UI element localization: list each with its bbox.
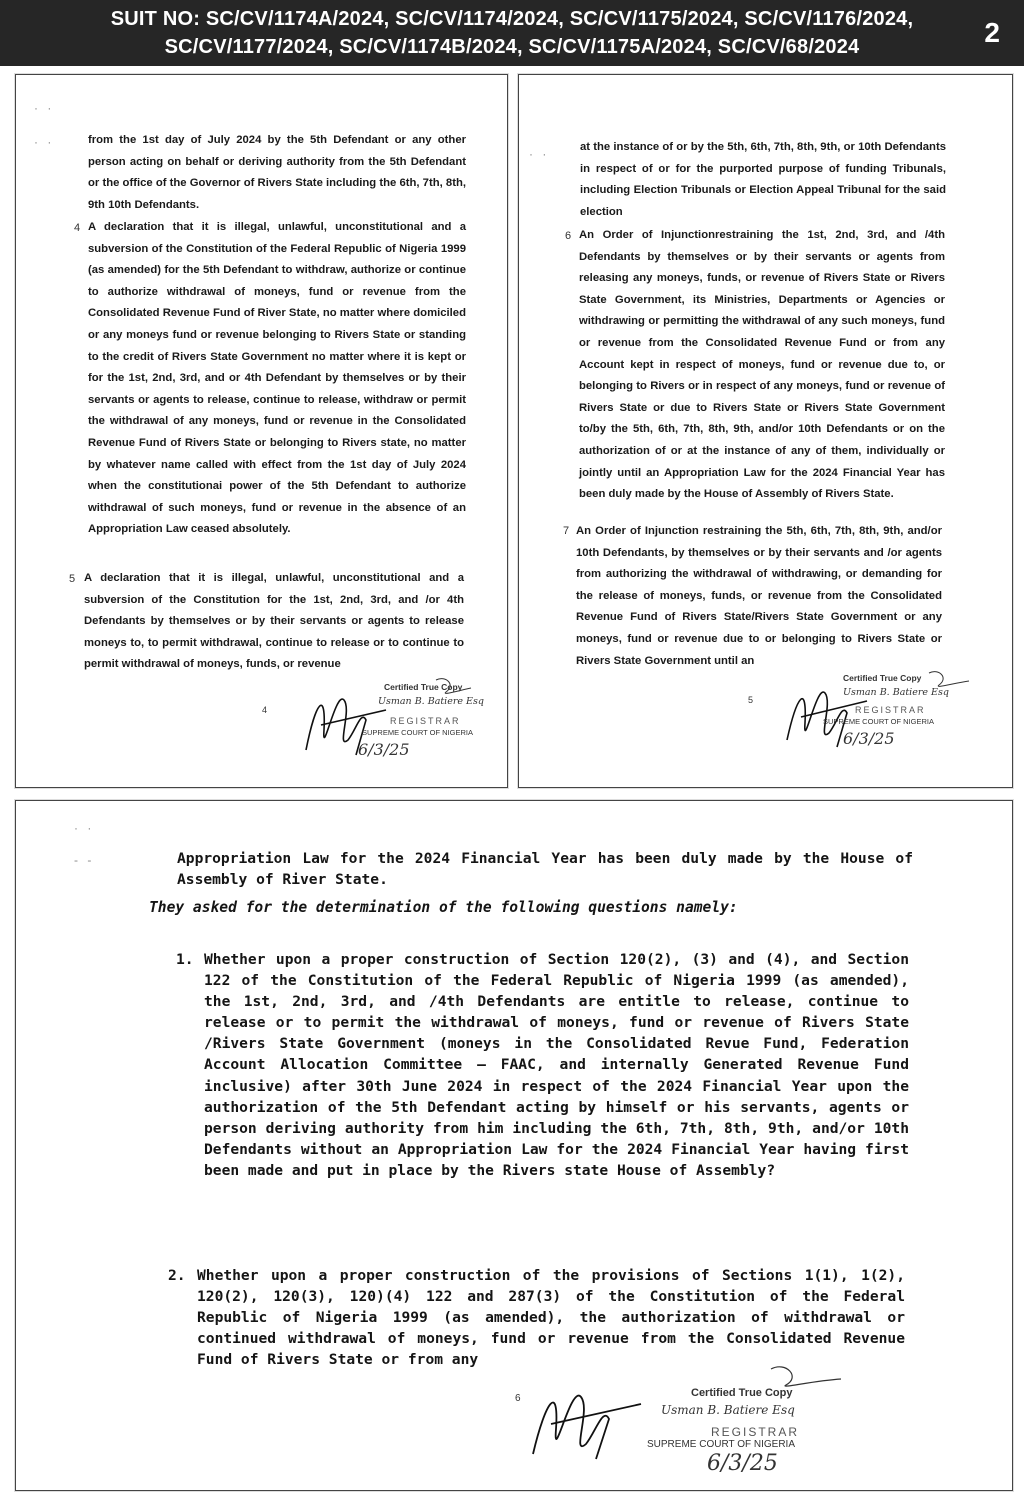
registrar-name: Usman B. Batiere Esq bbox=[378, 696, 484, 707]
scan-speck: · · bbox=[34, 101, 55, 115]
certified-true-copy-stamp bbox=[296, 670, 496, 780]
page5-footer-number: 5 bbox=[748, 695, 754, 705]
item-number-4: 4 bbox=[74, 222, 81, 234]
court-label: SUPREME COURT OF NIGERIA bbox=[823, 717, 934, 726]
certified-label: Certified True Copy bbox=[843, 673, 922, 683]
document-page-number: 2 bbox=[984, 17, 1000, 48]
question-number-1: 1. bbox=[176, 951, 194, 968]
page4-intro-paragraph: from the 1st day of July 2024 by the 5th Defendant or any other person acting on behalf or deriving authority from the 5th Defendant or the office of the Governor of Rivers State including the 6th, 7th, 8th, 9th 10th Defendants. bbox=[88, 134, 466, 211]
page4-item-5-paragraph: A declaration that it is illegal, unlawful, unconstitutional and a subversion of the Constitution for the 1st, 2nd, 3rd, and /or 4th Defendants by themselves or by their servants or agents to release moneys to, to permit withdrawal, continue to release or to continue to permit withdrawal of moneys, funds, or revenue bbox=[84, 572, 464, 671]
scan-speck: · · bbox=[74, 821, 95, 835]
scanned-page-6 bbox=[15, 800, 1013, 1491]
page5-item-7-paragraph: An Order of Injunction restraining the 5th, 6th, 7th, 8th, 9th, and/or 10th Defendants, by themselves or by their servants and /or agents from authorizing the withdrawal of withdrawing, or demanding for the release of moneys, funds, or revenue from the Consolidated Revenue Fund of Rivers State/Rivers State Government or any moneys, fund or revenue due to or belonging to Rivers State or Rivers State Government until an bbox=[576, 525, 942, 667]
scanned-page-5 bbox=[518, 74, 1013, 788]
stamp-date: 6/3/25 bbox=[358, 740, 410, 759]
scanned-page-4 bbox=[15, 74, 508, 788]
court-label: SUPREME COURT OF NIGERIA bbox=[362, 728, 473, 737]
page5-intro-paragraph: at the instance of or by the 5th, 6th, 7th, 8th, 9th, or 10th Defendants in respect of or for the purported purpose of funding Tribunals, including Election Tribunals or Election Appeal Tribunal for the said election bbox=[580, 141, 946, 218]
scan-speck: · · bbox=[34, 135, 55, 149]
registrar-name: Usman B. Batiere Esq bbox=[843, 687, 949, 698]
suit-number-line-1: SUIT NO: SC/CV/1174A/2024, SC/CV/1174/2024, SC/CV/1175/2024, SC/CV/1176/2024, bbox=[110, 8, 914, 30]
certified-label: Certified True Copy bbox=[384, 682, 463, 692]
court-label: SUPREME COURT OF NIGERIA bbox=[647, 1439, 795, 1450]
stamp-date: 6/3/25 bbox=[707, 1451, 778, 1476]
page4-item-4-paragraph: A declaration that it is illegal, unlawful, unconstitutional and a subversion of the Constitution of the Federal Republic of Nigeria 1999 (as amended) for the 5th Defendant to withdraw, authorize or continue to authorize withdrawal of moneys, fund or revenue from the Consolidated Revenue Fund of River State, no matter where domiciled or any moneys fund or revenue belonging to Rivers State or standing to the credit of Rivers State Government no matter where it is kept or for the 1st, 2nd, 3rd, and or 4th Defendant by themselves or by their servants or agents to release, continue to release, withdraw or permit the withdrawal of any moneys, fund or revenue in the Consolidated Revenue Fund of Rivers State or belonging to Rivers state, no matter by whatever name called with effect from the 1st day of July 2024 when the constitutionai power of the 5th Defendant to authorize withdrawal of such moneys, fund or revenue in the absence of an Appropriation Law ceased absolutely. bbox=[88, 221, 466, 536]
certified-label: Certified True Copy bbox=[691, 1387, 793, 1399]
item-number-6: 6 bbox=[565, 230, 572, 242]
item-number-7: 7 bbox=[563, 525, 570, 537]
scan-speck: · · bbox=[529, 147, 550, 161]
stamp-date: 6/3/25 bbox=[843, 729, 895, 748]
suit-number-banner bbox=[0, 0, 1024, 66]
registrar-label: REGISTRAR bbox=[711, 1425, 800, 1439]
suit-number-line-2: SC/CV/1177/2024, SC/CV/1174B/2024, SC/CV/1175A/2024, SC/CV/68/2024 bbox=[164, 36, 860, 58]
registrar-name: Usman B. Batiere Esq bbox=[661, 1403, 795, 1417]
page4-footer-number: 4 bbox=[262, 705, 268, 715]
page6-question-2: Whether upon a proper construction of the provisions of Sections 1(1), 1(2), 120(2), 120(3), 120)(4) 122 and 287(3) of the Constitution of the Federal Republic of Nigeria 1999 (as amended), the authorization of withdrawal or continued withdrawal of moneys, fund or revenue from the Consolidated Revenue Fund of Rivers State or from any bbox=[197, 1267, 905, 1369]
page6-intro-paragraph: Appropriation Law for the 2024 Financial Year has been duly made by the House of Assembly of River State. bbox=[177, 850, 913, 889]
page5-item-6-paragraph: An Order of Injunctionrestraining the 1st, 2nd, 3rd, and /4th Defendants by themselves or by their servants or agents from releasing any moneys, funds, or revenue of Rivers State or Rivers State Government, its Ministries, Departments or Agencies or withdrawing or permitting the withdrawal of any such moneys, fund or revenue from the Consolidated Revenue Fund or from any Account kept in respect of moneys, fund or revenue due to, or belonging to Rivers or in respect of any moneys, fund or revenue of Rivers State or due to Rivers State or Rivers State Government to/by the 5th, 6th, 7th, 8th, 9th, and/or 10th Defendants or on the authorization of or at the instance of any of them, individually or jointly until an Appropriation Law for the 2024 Financial Year has been duly made by the House of Assembly of Rivers State. bbox=[579, 229, 945, 501]
certified-true-copy-stamp bbox=[521, 1359, 921, 1484]
certified-true-copy-stamp bbox=[779, 665, 989, 780]
registrar-label: REGISTRAR bbox=[855, 705, 926, 715]
page6-questions-heading: They asked for the determination of the following questions namely: bbox=[149, 899, 738, 916]
registrar-label: REGISTRAR bbox=[390, 716, 461, 726]
question-number-2: 2. bbox=[168, 1267, 186, 1284]
page6-question-1: Whether upon a proper construction of Section 120(2), (3) and (4), and Section 122 of the Constitution of the Federal Republic of Nigeria 1999 (as amended), the 1st, 2nd, 3rd, and /4th Defendants are entitle to release, continue to release or to permit the withdrawal of moneys, fund or revenue of Rivers State /Rivers State Government (moneys in the Consolidated Revue Fund, Federation Account Allocation Committee – FAAC, and internally Generated Revenue Fund inclusive) after 30th June 2024 in respect of the 2024 Financial Year upon the authorization of the 5th Defendant acting by himself or his servants, agents or person deriving authority from him including the 6th, 7th, 8th, 9th, and/or 10th Defendants without an Appropriation Law for the 2024 Financial Year having first been made and put in place by the Rivers state House of Assembly? bbox=[204, 951, 909, 1179]
page6-footer-number: 6 bbox=[515, 1393, 521, 1404]
scan-speck: - - bbox=[74, 853, 95, 867]
item-number-5: 5 bbox=[69, 573, 76, 585]
